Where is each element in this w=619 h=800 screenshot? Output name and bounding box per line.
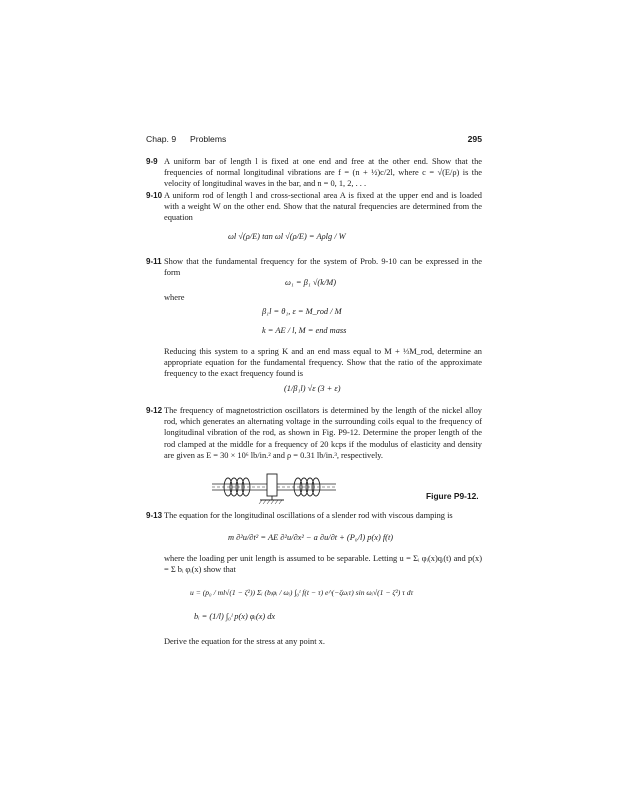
equation-fundamental: ω₁ = β₁ √(k/M) [285,278,337,287]
problem-number: 9-9 [146,157,158,166]
equation-damped-rod: m ∂²u/∂t² = AE ∂²u/∂x² − a ∂u/∂t + (P₀/l) p(x) f(t) [228,533,394,542]
section-title: Problems [190,134,227,144]
problem-text: Show that the fundamental frequency for the system of Prob. 9-10 can be expressed in the form [164,257,482,278]
center-clamp [267,474,277,496]
problem-9-12 [146,405,482,461]
problem-text: A uniform bar of length l is fixed at one end and free at the other end. Show that the frequencies of normal longitudinal vibrations are f = (n + ½)c/2l, where c = √(E/ρ) is the velocity of longitudinal waves in the bar, and n = 0, 1, 2, . . . [164,157,482,189]
magnetostriction-figure [212,468,412,508]
equation-k: k = AE / l, M = end mass [262,326,347,335]
equation-beta: β₁l = θ₁, ε = M_rod / M [262,307,342,316]
problem-number: 9-11 [146,257,162,266]
problem-9-10 [146,190,482,224]
problem-text: The frequency of magnetostriction oscillators is determined by the length of the nickel alloy rod, which generates an alternating voltage in the surrounding coils equal to the frequency of longitudinal vibration of the rod, as shown in Fig. P9-12. Determine the proper length of the rod clamped at the middle for a frequency of 20 kcps if the modulus of elasticity and density are given as E = 30 × 10⁶ lb/in.² and ρ = 0.31 lb/in.³, respectively. [164,406,482,460]
ground-hatching [259,500,282,504]
equation-9-10: ωl √(ρ/E) tan ωl √(ρ/E) = Aρlg / W [228,232,346,241]
problem-number: 9-12 [146,406,163,415]
problem-9-11 [146,256,482,278]
figure-caption: Figure P9-12. [426,491,479,501]
problem-9-13 [146,510,482,521]
paragraph-derive: Derive the equation for the stress at any point x. [164,637,325,646]
where-label: where [164,293,185,302]
problem-text: The equation for the longitudinal oscillations of a slender rod with viscous damping is [164,511,453,520]
equation-solution: u = (p₀ / ml√(1 − ζ²)) Σᵢ (bᵢφᵢ / ωᵢ) ∫₀ᵗ f(t − τ) e^(−ζωᵢτ) sin ωᵢ√(1 − ζ²) τ dτ [190,588,414,597]
problem-number: 9-10 [146,191,163,200]
problem-number: 9-13 [146,511,163,520]
problem-9-9 [146,156,482,190]
problem-text: A uniform rod of length l and cross-sectional area A is fixed at the upper end and is loaded with a weight W on the other end. Show that the natural frequencies are determined from the equation [164,191,482,223]
page-number: 295 [467,134,482,144]
paragraph-loading: where the loading per unit length is assumed to be separable. Letting u = Σᵢ φᵢ(x)qᵢ(t) and p(x) = Σ bᵢ φᵢ(x) show that [164,554,482,575]
paragraph-reduce: Reducing this system to a spring K and an end mass equal to M + ⅓M_rod, determine an appropriate equation for the fundamental frequency. Show that the ratio of the approximate frequency to the exact frequency found is [164,347,482,379]
equation-ratio: (1/β₁l) √ε (3 + ε) [284,384,341,393]
chapter-label: Chap. 9 [146,134,177,144]
equation-b: bᵢ = (1/l) ∫₀ˡ p(x) φᵢ(x) dx [194,612,276,621]
